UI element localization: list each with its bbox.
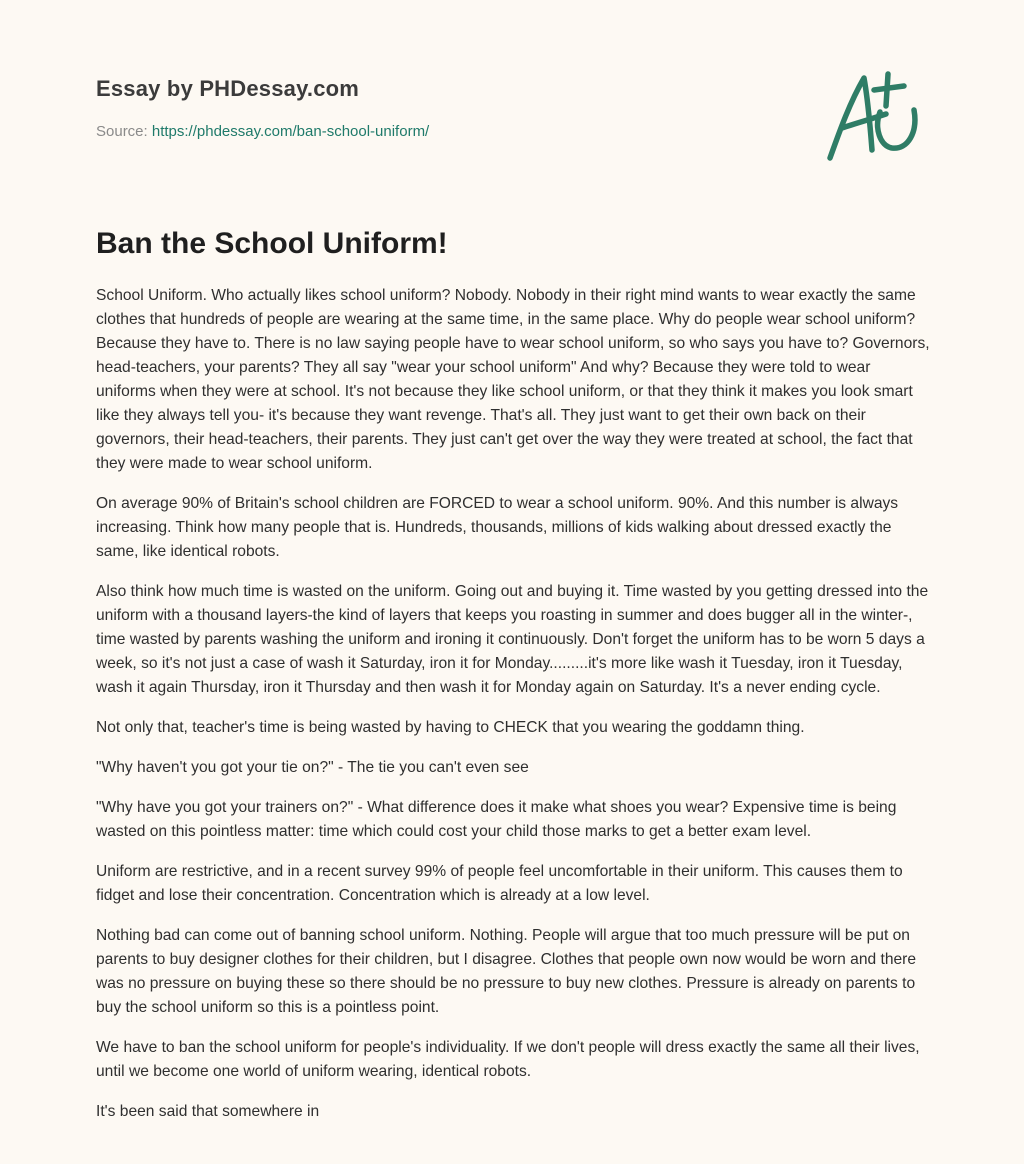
essay-paragraph: We have to ban the school uniform for people's individuality. If we don't people will dress exactly the same all their lives, until we become one world of uniform wearing, identical robots. — [96, 1039, 920, 1080]
essay-title: Ban the School Uniform! — [96, 227, 448, 260]
essay-body — [96, 284, 932, 1140]
essay-paragraph: On average 90% of Britain's school children are FORCED to wear a school uniform. 90%. And this number is always increasing. Think how many people that is. Hundreds, thousands, millions of kids walking about dressed exactly the same, like identical robots. — [96, 495, 899, 560]
a-plus-grade-icon — [820, 64, 930, 168]
essay-paragraph: It's been said that somewhere in — [96, 1103, 320, 1120]
essay-paragraph: "Why haven't you got your tie on?" - The tie you can't even see — [96, 759, 529, 776]
essay-paragraph: Uniform are restrictive, and in a recent survey 99% of people feel uncomfortable in their uniform. This causes them to fidget and lose their concentration. Concentration which is already at a low level. — [96, 863, 903, 904]
source-line — [96, 122, 696, 142]
source-label: Source: — [96, 123, 152, 140]
source-link[interactable]: https://phdessay.com/ban-school-uniform/ — [151, 123, 430, 140]
essay-paragraph: School Uniform. Who actually likes school uniform? Nobody. Nobody in their right mind wants to wear exactly the same clothes that hundreds of people are wearing at the same time, in the same place. Why do people wear school uniform? Because they have to. There is no law saying people have to wear school uniform, so who says you have to? Governors, head-teachers, your parents? They all say "wear your school uniform" And why? Because they were told to wear uniforms when they were at school. It's not because they like school uniform, or that they think it makes you look smart like they always tell you- it's because they want revenge. That's all. They just want to get their own back on their governors, their head-teachers, their parents. They just can't get over the way they were treated at school, the fact that they were made to wear school uniform. — [96, 287, 930, 472]
site-title: Essay by PHDessay.com — [96, 76, 360, 101]
essay-paragraph: "Why have you got your trainers on?" - What difference does it make what shoes you wear? Expensive time is being wasted on this pointless matter: time which could cost your child those marks to get a better exam level. — [96, 799, 897, 840]
essay-paragraph: Not only that, teacher's time is being wasted by having to CHECK that you wearing the goddamn thing. — [96, 719, 805, 736]
essay-paragraph: Also think how much time is wasted on the uniform. Going out and buying it. Time wasted by you getting dressed into the uniform with a thousand layers-the kind of layers that keeps you roasting in summer and does bugger all in the winter-, time wasted by parents washing the uniform and ironing it continuously. Don't forget the uniform has to be worn 5 days a week, so it's not just a case of wash it Saturday, iron it for Monday.........it's more like wash it Tuesday, iron it Tuesday, wash it again Thursday, iron it Thursday and then wash it for Monday again on Saturday. It's a never ending cycle. — [96, 583, 929, 696]
page-header — [96, 74, 696, 142]
essay-paragraph: Nothing bad can come out of banning school uniform. Nothing. People will argue that too much pressure will be put on parents to buy designer clothes for their children, but I disagree. Clothes that people own now would be worn and there was no pressure on buying these so there should be no pressure to buy new clothes. Pressure is already on parents to buy the school uniform so this is a pointless point. — [96, 927, 917, 1016]
